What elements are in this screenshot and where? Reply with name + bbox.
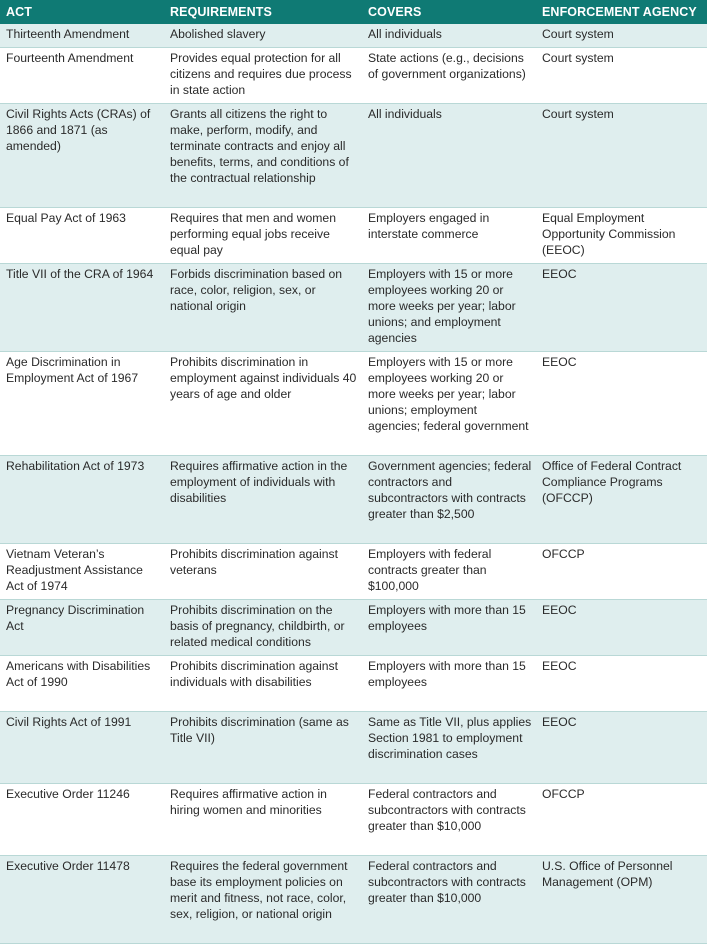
cell-requirements: Requires the federal government base its employment policies on merit and fitness, not race, color, sex, religion, or national origin [164, 855, 362, 943]
cell-covers: All individuals [362, 24, 536, 47]
cell-agency: Office of Federal Contract Compliance Programs (OFCCP) [536, 455, 707, 543]
table-row [0, 24, 707, 47]
cell-act: Vietnam Veteran’s Readjustment Assistance Act of 1974 [0, 543, 164, 599]
cell-agency: EEOC [536, 263, 707, 351]
cell-covers: Employers with 15 or more employees working 20 or more weeks per year; labor unions; employment agencies; federal government [362, 351, 536, 455]
table-row [0, 783, 707, 855]
cell-covers: Same as Title VII, plus applies Section 1981 to employment discrimination cases [362, 711, 536, 783]
cell-requirements: Requires that men and women performing equal jobs receive equal pay [164, 207, 362, 263]
cell-requirements: Requires affirmative action in hiring women and minorities [164, 783, 362, 855]
table-body [0, 24, 707, 943]
table-row [0, 47, 707, 103]
cell-act: Civil Rights Acts (CRAs) of 1866 and 1871 (as amended) [0, 103, 164, 207]
cell-agency: Court system [536, 24, 707, 47]
cell-agency: EEOC [536, 711, 707, 783]
cell-covers: Federal contractors and subcontractors with contracts greater than $10,000 [362, 783, 536, 855]
cell-requirements: Prohibits discrimination against individuals with disabilities [164, 655, 362, 711]
cell-act: Pregnancy Discrimination Act [0, 599, 164, 655]
cell-act: Rehabilitation Act of 1973 [0, 455, 164, 543]
cell-agency: EEOC [536, 655, 707, 711]
cell-covers: Federal contractors and subcontractors with contracts greater than $10,000 [362, 855, 536, 943]
table-row [0, 103, 707, 207]
cell-requirements: Prohibits discrimination against veterans [164, 543, 362, 599]
header-act: ACT [0, 0, 164, 24]
cell-covers: Employers with 15 or more employees working 20 or more weeks per year; labor unions; and employment agencies [362, 263, 536, 351]
cell-requirements: Forbids discrimination based on race, color, religion, sex, or national origin [164, 263, 362, 351]
cell-requirements: Prohibits discrimination on the basis of pregnancy, childbirth, or related medical conditions [164, 599, 362, 655]
cell-requirements: Provides equal protection for all citizens and requires due process in state action [164, 47, 362, 103]
cell-act: Executive Order 11246 [0, 783, 164, 855]
cell-covers: All individuals [362, 103, 536, 207]
cell-act: Title VII of the CRA of 1964 [0, 263, 164, 351]
cell-covers: Employers with federal contracts greater than $100,000 [362, 543, 536, 599]
table-row [0, 351, 707, 455]
cell-act: Age Discrimination in Employment Act of 1967 [0, 351, 164, 455]
cell-covers: Employers with more than 15 employees [362, 599, 536, 655]
cell-covers: State actions (e.g., decisions of government organizations) [362, 47, 536, 103]
table-row [0, 655, 707, 711]
table-row [0, 263, 707, 351]
cell-act: Thirteenth Amendment [0, 24, 164, 47]
cell-requirements: Grants all citizens the right to make, perform, modify, and terminate contracts and enjoy all benefits, terms, and conditions of the contractual relationship [164, 103, 362, 207]
cell-requirements: Requires affirmative action in the employment of individuals with disabilities [164, 455, 362, 543]
table-row [0, 207, 707, 263]
cell-agency: Court system [536, 47, 707, 103]
table-header [0, 0, 707, 24]
cell-requirements: Prohibits discrimination in employment against individuals 40 years of age and older [164, 351, 362, 455]
cell-covers: Government agencies; federal contractors and subcontractors with contracts greater than $2,500 [362, 455, 536, 543]
table-row [0, 543, 707, 599]
table-row [0, 455, 707, 543]
header-covers: COVERS [362, 0, 536, 24]
cell-agency: OFCCP [536, 543, 707, 599]
table-row [0, 855, 707, 943]
header-enforcement-agency: ENFORCEMENT AGENCY [536, 0, 707, 24]
table-row [0, 599, 707, 655]
cell-act: Executive Order 11478 [0, 855, 164, 943]
cell-agency: U.S. Office of Personnel Management (OPM) [536, 855, 707, 943]
cell-agency: EEOC [536, 599, 707, 655]
cell-act: Fourteenth Amendment [0, 47, 164, 103]
cell-act: Equal Pay Act of 1963 [0, 207, 164, 263]
table-row [0, 711, 707, 783]
cell-act: Civil Rights Act of 1991 [0, 711, 164, 783]
cell-act: Americans with Disabilities Act of 1990 [0, 655, 164, 711]
cell-agency: Equal Employment Opportunity Commission (EEOC) [536, 207, 707, 263]
cell-covers: Employers engaged in interstate commerce [362, 207, 536, 263]
cell-agency: EEOC [536, 351, 707, 455]
cell-agency: Court system [536, 103, 707, 207]
cell-agency: OFCCP [536, 783, 707, 855]
cell-requirements: Abolished slavery [164, 24, 362, 47]
header-row [0, 0, 707, 24]
cell-requirements: Prohibits discrimination (same as Title VII) [164, 711, 362, 783]
header-requirements: REQUIREMENTS [164, 0, 362, 24]
cell-covers: Employers with more than 15 employees [362, 655, 536, 711]
